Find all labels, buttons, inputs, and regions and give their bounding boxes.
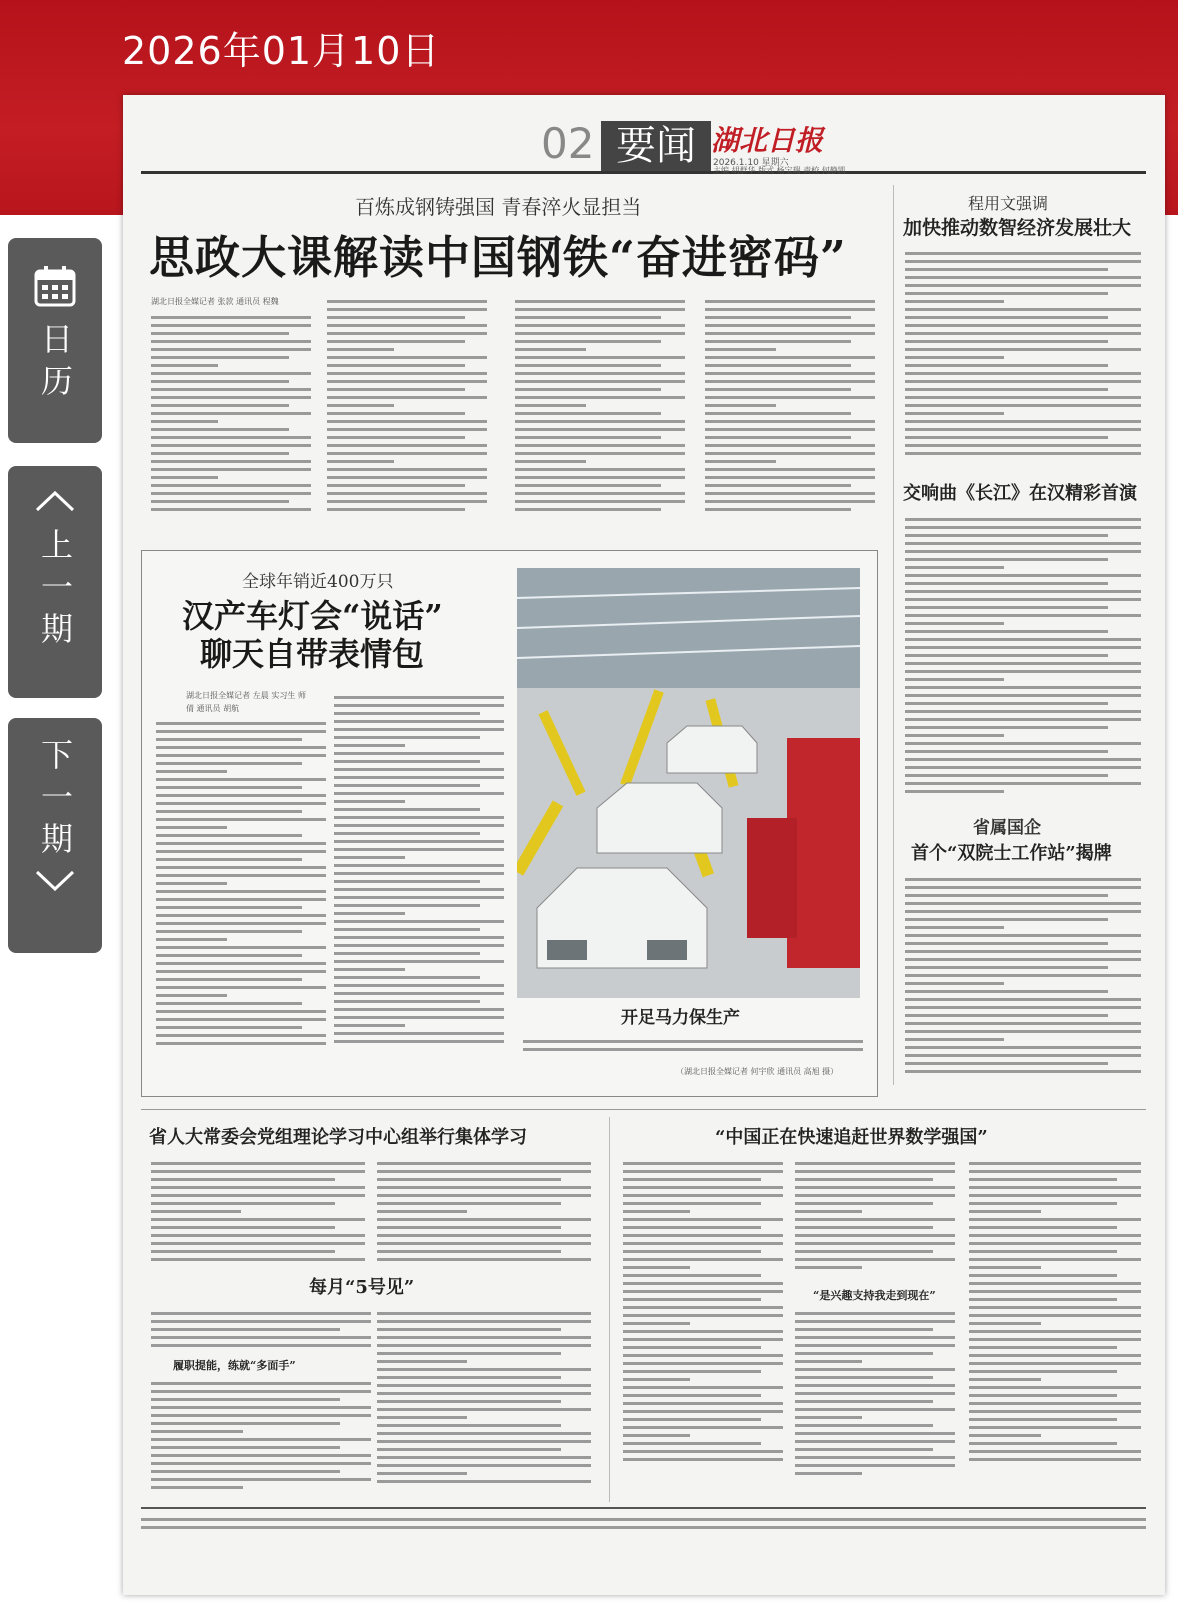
newspaper-page[interactable] (123, 95, 1165, 1595)
factory-photo[interactable] (517, 568, 860, 998)
lead-text-col1 (151, 311, 311, 531)
lead-subtitle: 百炼成钢铸强国 青春淬火显担当 (355, 195, 642, 219)
right3-subtitle: 省属国企 (973, 818, 1041, 838)
bottom3-text-col1 (623, 1157, 783, 1501)
right1-headline[interactable]: 加快推动数智经济发展壮大 (903, 217, 1132, 239)
issue-info: 2026.1.10 星期六 (713, 158, 789, 168)
lead-text-col2 (327, 295, 487, 531)
calendar-icon (33, 264, 77, 308)
lead-headline[interactable]: 思政大课解读中国钢铁“奋进密码” (149, 231, 847, 284)
photo-caption: 开足马力保生产 (621, 1008, 740, 1028)
box-byline: 湖北日报全媒记者 左晨 实习生 师倩 通讯员 胡航 (186, 691, 306, 713)
box-text-col1 (156, 717, 326, 1085)
bottom3-text-col3 (969, 1157, 1141, 1501)
section-label: 要闻 (601, 121, 711, 171)
masthead (141, 109, 1146, 174)
bottom3-text-col2b (795, 1307, 955, 1501)
next-issue-button[interactable] (8, 718, 102, 953)
chevron-down-icon (33, 868, 77, 894)
chevron-up-icon (33, 488, 77, 514)
right2-text (905, 513, 1141, 823)
lead-text-col3 (515, 295, 685, 531)
bottom3-headline[interactable]: “中国正在快速追赶世界数学强国” (715, 1127, 988, 1148)
right2-headline[interactable]: 交响曲《长江》在汉精彩首演 (903, 483, 1137, 504)
weather-strip (141, 1507, 1146, 1537)
bottom1-text-col1 (151, 1157, 365, 1269)
bottom1-headline[interactable]: 省人大常委会党组理论学习中心组举行集体学习 (149, 1127, 527, 1148)
bottom2-subhead: 履职提能，练就“多面手” (173, 1359, 296, 1372)
bottom3-subhead: “是兴趣支持我走到现在” (813, 1289, 936, 1302)
prev-issue-button[interactable] (8, 466, 102, 698)
bottom-divider (609, 1117, 610, 1502)
calendar-label: 日历 (36, 322, 74, 406)
bottom2-text-col2 (377, 1307, 591, 1501)
editor-info: 主编 胡群华 版式 杨宝瑞 责校 何静凯 (713, 166, 846, 175)
bottom2-text-col1a (151, 1307, 371, 1347)
calendar-button[interactable] (8, 238, 102, 443)
prev-issue-label: 上一期 (36, 528, 74, 654)
right3-text (905, 873, 1141, 1095)
bottom1-text-col2 (377, 1157, 591, 1269)
newspaper-logo: 湖北日报 (711, 124, 824, 157)
next-issue-label: 下一期 (36, 738, 74, 864)
box-subtitle: 全球年销近400万只 (242, 572, 394, 592)
box-headline-line2[interactable]: 聊天自带表情包 (200, 635, 425, 673)
issue-date: 2026年01月10日 (122, 29, 441, 73)
bottom2-headline[interactable]: 每月“5号见” (309, 1277, 415, 1298)
box-headline-line1[interactable]: 汉产车灯会“说话” (182, 597, 443, 635)
right1-text (905, 247, 1141, 477)
lead-text-col4 (705, 295, 875, 531)
right3-headline[interactable]: 首个“双院士工作站”揭牌 (911, 843, 1112, 864)
bottom2-text-col1b (151, 1377, 371, 1501)
right1-subtitle: 程用文强调 (968, 194, 1049, 213)
column-divider (893, 185, 894, 1085)
section-divider (141, 1109, 1146, 1110)
page-number: 02 (541, 119, 595, 168)
bottom3-text-col2a (795, 1157, 955, 1283)
lead-byline: 湖北日报全媒记者 张款 通讯员 程魏 (151, 297, 279, 306)
box-text-col2 (334, 691, 504, 1085)
photo-credit: （湖北日报全媒记者 何宇欣 通讯员 高旭 摄） (676, 1067, 839, 1076)
photo-caption-text (523, 1035, 863, 1059)
